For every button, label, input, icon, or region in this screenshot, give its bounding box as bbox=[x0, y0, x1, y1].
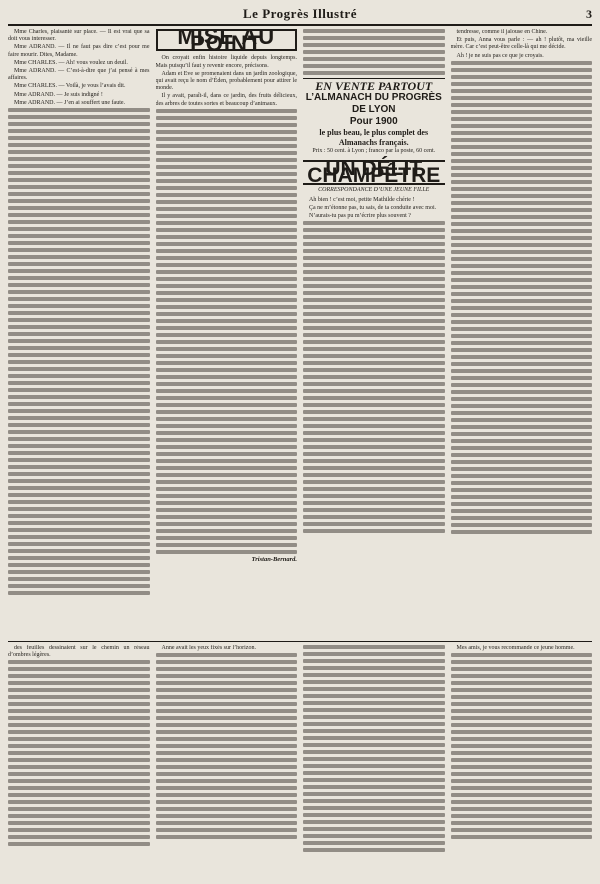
newspaper-page bbox=[8, 6, 592, 872]
story-paragraph: N’aurais-tu pas pu m’écrire plus souvent ? bbox=[309, 213, 411, 220]
dialog-line: Mme CHARLES. — Voilà, je vous l’avais dit. bbox=[14, 83, 126, 90]
dialog-line: Mme ADRAND. — Je suis indigné ! bbox=[14, 91, 103, 98]
column-1 bbox=[8, 29, 150, 637]
column-2 bbox=[156, 29, 298, 637]
story-paragraph: tendresse, comme il jalouse en Chine. bbox=[456, 29, 548, 35]
text-block bbox=[451, 653, 593, 839]
top-section bbox=[8, 29, 592, 637]
text-block bbox=[303, 221, 445, 533]
dialog-line: Mme CHARLES. — Ah! vous voulez un deuil. bbox=[14, 59, 128, 66]
article-paragraph: Il y avait, paraît-il, dans ce jardin, des fruits délicieux, des arbres de toutes sortes et beaucoup d’animaux. bbox=[155, 93, 297, 107]
bottom-column-3 bbox=[303, 645, 445, 877]
dialog-line: Mme ADRAND. — Il ne faut pas dire c’est pour me faire mourir. Dites, Madame. bbox=[8, 44, 150, 58]
dialog-line: Mme ADRAND. — C’est-à-dire que j’ai pensé à mes affaires. bbox=[8, 68, 150, 82]
text-block bbox=[156, 109, 298, 554]
article-title-mise-au-point: MISE AU POINT bbox=[156, 29, 298, 51]
bottom-column-4 bbox=[451, 645, 593, 877]
author-signature: Tristan-Bernard. bbox=[251, 555, 297, 563]
bottom-paragraph: des feuilles dessinaient sur le chemin un réseau d’ombres légères. bbox=[8, 645, 150, 659]
story-paragraph: Et puis, Anna vous parle : — ah ! plutôt, ma vieille mère. Car c’est peut-être celle-là qui me décide. bbox=[450, 37, 592, 51]
almanach-year: Pour 1900 bbox=[349, 116, 398, 128]
almanach-price: Prix : 50 cent. à Lyon ; franco par la poste, 60 cent. bbox=[312, 148, 436, 155]
bottom-column-1 bbox=[8, 645, 150, 877]
story-subtitle: CORRESPONDANCE D’UNE JEUNE FILLE bbox=[318, 186, 430, 193]
almanach-tagline: le plus beau, le plus complet des Almanachs français. bbox=[319, 128, 429, 148]
almanach-title: L’ALMANACH DU PROGRÈS DE LYON bbox=[305, 92, 442, 116]
text-block bbox=[8, 660, 150, 846]
story-paragraph: Ah ! je ne suis pas ce que je croyais. bbox=[456, 52, 544, 59]
bottom-section bbox=[8, 641, 592, 877]
col1-end: Mme ADRAND. — J’en ai souffert une faute. bbox=[14, 99, 126, 106]
bottom-column-2 bbox=[156, 645, 298, 877]
page-number: 3 bbox=[586, 7, 592, 21]
bottom-paragraph: Anne avait les yeux fixés sur l’horizon. bbox=[161, 645, 256, 651]
promo-en-vente: EN VENTE PARTOUT bbox=[315, 79, 433, 93]
column-3 bbox=[303, 29, 445, 637]
text-block bbox=[451, 61, 593, 534]
article-paragraph: Adam et Eve se promenaient dans un jardin zoologique, qui avait reçu le nom d’Éden, probablement pour attirer le monde. bbox=[155, 70, 297, 92]
article-paragraph: On croyait enfin histoire liquide depuis longtemps. Mais puisqu’il faut y revenir encore, précisons. bbox=[155, 55, 297, 69]
text-block bbox=[156, 653, 298, 839]
masthead bbox=[8, 6, 592, 26]
newspaper-title: Le Progrès Illustré bbox=[243, 6, 357, 21]
story-paragraph: Ah bien ! c’est moi, petite Mathilde chérie ! bbox=[309, 196, 415, 203]
column-4 bbox=[451, 29, 593, 637]
bottom-paragraph: Mes amis, je vous recommande ce jeune homme. bbox=[456, 645, 575, 651]
story-paragraph: Ça ne m’étonne pas, tu sais, de ta conduite avec moi. bbox=[309, 205, 437, 212]
text-block bbox=[8, 108, 150, 595]
col1-opening: Mme Charles, plaisanté sur place. — Il est vrai que sa doit vous interesser. bbox=[8, 29, 150, 43]
story-title: UN DÉLIT CHAMPÊTRE bbox=[303, 160, 445, 184]
text-block bbox=[303, 645, 445, 852]
text-block bbox=[303, 29, 445, 75]
